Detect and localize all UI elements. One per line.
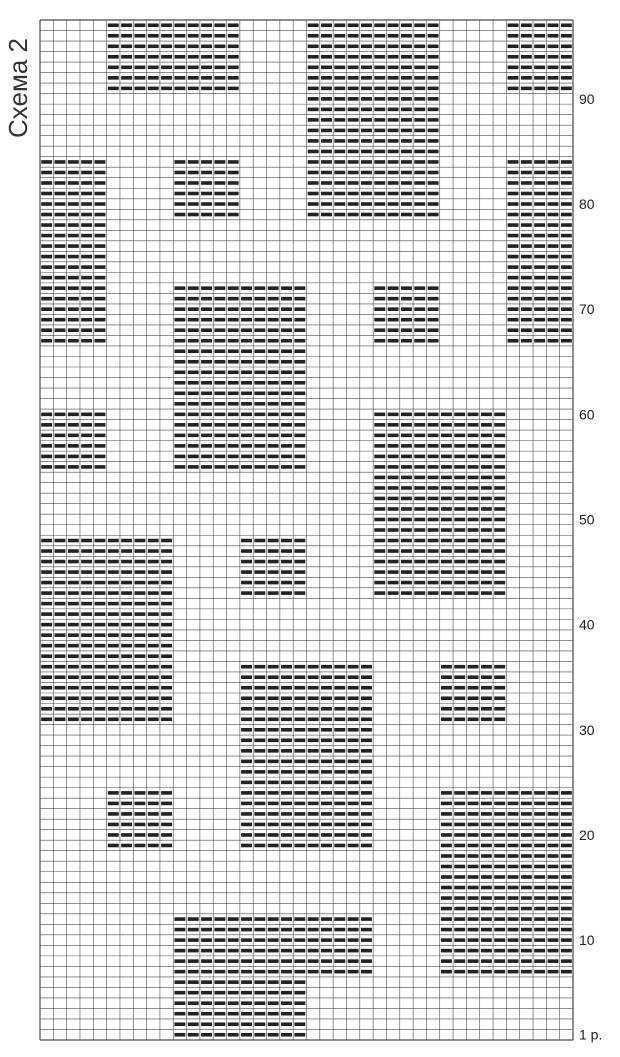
row-label-70: 70 xyxy=(579,301,595,318)
row-label-90: 90 xyxy=(579,90,595,107)
row-label-80: 80 xyxy=(579,196,595,213)
chart-title: Схема 2 xyxy=(3,38,33,138)
row-label-50: 50 xyxy=(579,511,595,528)
row-label-1: 1 р. xyxy=(579,1026,603,1043)
pattern-block-18 xyxy=(506,20,573,94)
row-label-20: 20 xyxy=(579,826,595,843)
row-label-10: 10 xyxy=(579,932,595,949)
row-label-60: 60 xyxy=(579,406,595,423)
row-label-30: 30 xyxy=(579,721,595,738)
chart-grid xyxy=(40,20,573,1040)
row-label-40: 40 xyxy=(579,616,595,633)
